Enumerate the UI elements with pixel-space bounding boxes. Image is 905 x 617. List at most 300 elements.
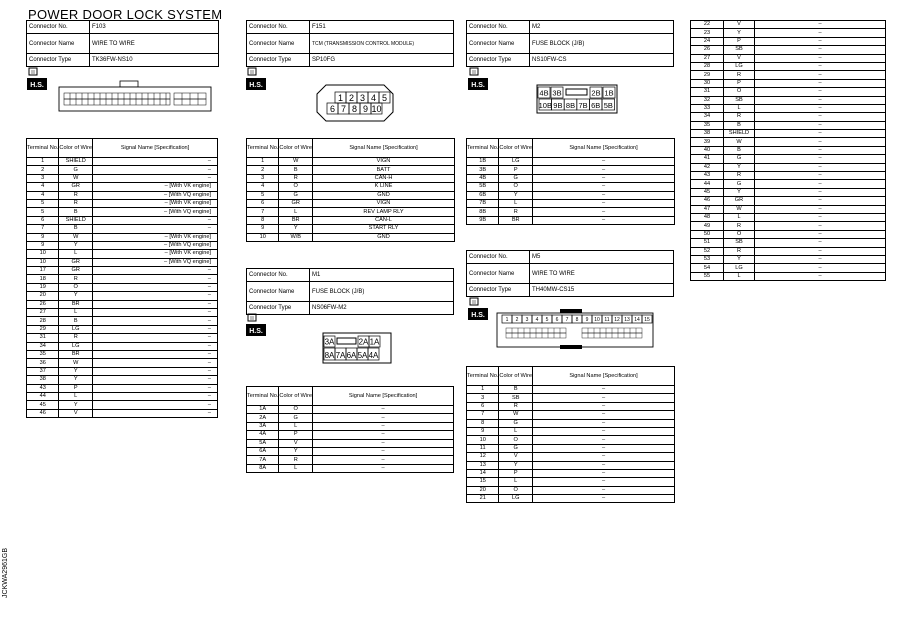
signal-cell: –: [533, 427, 675, 435]
table-row: [691, 121, 886, 129]
conn-type-value: SP10FG: [310, 54, 454, 67]
wire-color-cell: W: [59, 233, 93, 241]
table-row: [691, 130, 886, 138]
terminal-cell: 22: [691, 21, 724, 29]
terminal-cell: 50: [691, 230, 724, 238]
table-row: [27, 367, 218, 375]
signal-cell: –: [533, 216, 675, 224]
terminal-cell: 43: [691, 172, 724, 180]
pin-label: 10B: [538, 100, 552, 110]
pin-label: 1: [505, 316, 509, 323]
wire-color-cell: O: [724, 230, 755, 238]
wire-color-cell: G: [499, 444, 533, 452]
terminal-cell: 40: [691, 146, 724, 154]
table-row: [247, 431, 454, 439]
terminal-cell: 39: [691, 138, 724, 146]
wire-color-cell: R: [724, 71, 755, 79]
wire-color-cell: R: [724, 172, 755, 180]
signal-cell: CAN-L: [313, 216, 455, 224]
wire-color-cell: L: [279, 464, 313, 472]
wire-color-cell: W: [59, 174, 93, 182]
pin-label: 3: [525, 316, 529, 323]
terminal-cell: 14: [467, 469, 499, 477]
conn-no-value: F151: [310, 21, 454, 34]
table-row: [467, 411, 675, 419]
wire-color-cell: R: [279, 174, 313, 182]
wire-color-cell: V: [59, 409, 93, 417]
terminal-cell: 24: [691, 37, 724, 45]
header-signal: Signal Name [Specification]: [313, 387, 454, 406]
table-row: [247, 447, 454, 455]
terminal-cell: 10: [27, 258, 59, 266]
signal-cell: –: [533, 444, 675, 452]
wire-color-cell: W: [499, 411, 533, 419]
signal-cell: –: [755, 180, 886, 188]
table-row: [691, 172, 886, 180]
wire-color-cell: SB: [724, 46, 755, 54]
terminal-cell: 2: [247, 166, 279, 174]
signal-cell: – [With VK engine]: [93, 250, 218, 258]
wire-color-cell: G: [724, 180, 755, 188]
wire-color-cell: LG: [724, 264, 755, 272]
table-row: [691, 104, 886, 112]
pin-label: 10: [371, 103, 382, 114]
pin-label: 4: [535, 316, 539, 323]
table-row: [691, 113, 886, 121]
pin-label: 5A: [357, 350, 368, 360]
conn-name-value: FUSE BLOCK (J/B): [530, 34, 674, 54]
wire-color-cell: LG: [499, 158, 533, 166]
terminal-cell: 38: [27, 376, 59, 384]
table-row: [27, 208, 218, 216]
terminal-cell: 35: [691, 121, 724, 129]
table-row: [467, 191, 675, 199]
wire-color-cell: B: [59, 317, 93, 325]
wire-color-cell: O: [499, 183, 533, 191]
table-row: [27, 216, 218, 224]
table-row: [247, 233, 455, 241]
wire-color-cell: P: [499, 166, 533, 174]
terminal-cell: 9B: [467, 216, 499, 224]
conn-type-label: Connector Type: [467, 284, 530, 297]
signal-cell: –: [755, 113, 886, 121]
signal-cell: –: [93, 283, 218, 291]
pin-label: 5: [381, 92, 388, 103]
signal-cell: – [With VQ engine]: [93, 241, 218, 249]
signal-cell: –: [93, 275, 218, 283]
table-row: [247, 456, 454, 464]
pin-label: 9B: [553, 100, 563, 110]
pin-label: 4: [370, 92, 377, 103]
table-row: [27, 342, 218, 350]
terminal-cell: 51: [691, 239, 724, 247]
terminal-cell: 43: [27, 384, 59, 392]
harness-side-icon: [468, 66, 488, 90]
pin-label: 5B: [603, 100, 613, 110]
wire-color-cell: V: [499, 453, 533, 461]
table-row: [27, 392, 218, 400]
harness-side-icon: [246, 66, 266, 90]
wire-color-cell: Y: [59, 241, 93, 249]
signal-cell: –: [313, 439, 454, 447]
wire-color-cell: G: [724, 155, 755, 163]
table-row: [691, 71, 886, 79]
wire-color-cell: V: [724, 21, 755, 29]
signal-cell: –: [93, 409, 218, 417]
table-row: [27, 384, 218, 392]
header-terminal: Terminal No.: [467, 139, 499, 158]
figure-code: JCKWA2961GB: [2, 548, 9, 598]
table-row: [691, 79, 886, 87]
signal-cell: –: [755, 96, 886, 104]
table-row: [467, 166, 675, 174]
wire-color-cell: SB: [724, 96, 755, 104]
table-row: [247, 439, 454, 447]
signal-cell: –: [93, 334, 218, 342]
terminal-cell: 5: [27, 208, 59, 216]
signal-cell: START RLY: [313, 225, 455, 233]
table-row: [247, 208, 455, 216]
table-row: [27, 199, 218, 207]
wire-color-cell: Y: [724, 255, 755, 263]
table-row: [691, 205, 886, 213]
wire-color-cell: L: [724, 213, 755, 221]
header-color: Color of Wire: [279, 139, 313, 158]
terminal-cell: 37: [27, 367, 59, 375]
table-row: [467, 486, 675, 494]
table-row: [27, 183, 218, 191]
pin-label: 1A: [369, 337, 380, 347]
signal-cell: –: [755, 155, 886, 163]
terminal-cell: 7: [247, 208, 279, 216]
conn-name-value: FUSE BLOCK (J/B): [310, 282, 454, 302]
signal-cell: –: [93, 359, 218, 367]
terminal-cell: 49: [691, 222, 724, 230]
signal-cell: –: [533, 469, 675, 477]
wire-color-cell: O: [499, 486, 533, 494]
terminal-cell: 55: [691, 272, 724, 280]
terminal-cell: 7B: [467, 199, 499, 207]
header-signal: Signal Name [Specification]: [533, 139, 675, 158]
signal-cell: –: [93, 174, 218, 182]
wire-color-cell: W: [724, 205, 755, 213]
signal-cell: –: [533, 436, 675, 444]
conn-no-label: Connector No.: [467, 251, 530, 264]
terminal-cell: 29: [691, 71, 724, 79]
terminal-cell: 29: [27, 325, 59, 333]
table-row: [247, 216, 455, 224]
terminal-cell: 5B: [467, 183, 499, 191]
header-color: Color of Wire: [279, 387, 313, 406]
harness-side-icon: [27, 66, 47, 90]
table-row: [691, 213, 886, 221]
terminal-cell: 1B: [467, 158, 499, 166]
table-row: [467, 394, 675, 402]
table-row: [247, 174, 455, 182]
table-row: [467, 453, 675, 461]
connector-info-m2: [466, 20, 674, 67]
pin-label: 15: [644, 316, 650, 323]
pin-label: 6: [555, 316, 559, 323]
signal-cell: –: [93, 225, 218, 233]
conn-no-label: Connector No.: [467, 21, 530, 34]
table-row: [691, 264, 886, 272]
signal-cell: –: [93, 158, 218, 166]
terminal-cell: 8B: [467, 208, 499, 216]
table-row: [691, 138, 886, 146]
conn-no-value: F103: [90, 21, 219, 34]
wire-color-cell: L: [279, 208, 313, 216]
signal-cell: –: [755, 255, 886, 263]
header-color: Color of Wire: [59, 139, 93, 158]
pin-label: 2: [348, 92, 355, 103]
wire-color-cell: O: [279, 183, 313, 191]
signal-cell: –: [755, 79, 886, 87]
conn-no-value: M5: [530, 251, 674, 264]
table-row: [27, 376, 218, 384]
wire-color-cell: GR: [279, 199, 313, 207]
terminal-cell: 19: [27, 283, 59, 291]
signal-cell: – [With VK engine]: [93, 233, 218, 241]
table-row: [691, 46, 886, 54]
signal-cell: –: [755, 247, 886, 255]
signal-cell: –: [93, 292, 218, 300]
wire-color-cell: SB: [499, 394, 533, 402]
table-row: [691, 62, 886, 70]
wire-color-cell: Y: [499, 461, 533, 469]
terminal-cell: 27: [27, 309, 59, 317]
terminal-cell: 44: [691, 180, 724, 188]
terminal-cell: 47: [691, 205, 724, 213]
wire-color-cell: G: [279, 191, 313, 199]
wire-color-cell: L: [724, 104, 755, 112]
terminal-cell: 28: [27, 317, 59, 325]
wire-color-cell: R: [279, 456, 313, 464]
signal-cell: –: [533, 174, 675, 182]
signal-cell: –: [755, 121, 886, 129]
terminal-cell: 12: [467, 453, 499, 461]
conn-type-label: Connector Type: [27, 54, 90, 67]
wire-color-cell: GR: [724, 197, 755, 205]
terminal-table-f103: [26, 138, 218, 418]
wire-color-cell: L: [724, 272, 755, 280]
wire-color-cell: LG: [59, 342, 93, 350]
pin-label: 3B: [552, 88, 562, 98]
signal-cell: –: [313, 431, 454, 439]
table-row: [27, 275, 218, 283]
terminal-cell: 9: [247, 225, 279, 233]
wire-color-cell: O: [724, 88, 755, 96]
terminal-cell: 10: [467, 436, 499, 444]
wire-color-cell: P: [724, 37, 755, 45]
table-row: [691, 222, 886, 230]
wire-color-cell: B: [59, 225, 93, 233]
connector-face-m1: [322, 332, 392, 364]
terminal-cell: 44: [27, 392, 59, 400]
table-row: [27, 191, 218, 199]
connector-info-m1: [246, 268, 454, 315]
wire-color-cell: P: [279, 431, 313, 439]
signal-cell: –: [755, 71, 886, 79]
header-terminal: Terminal No.: [247, 139, 279, 158]
pin-label: 7: [565, 316, 569, 323]
table-row: [247, 422, 454, 430]
pin-label: 2: [515, 316, 519, 323]
signal-cell: –: [533, 461, 675, 469]
terminal-cell: 48: [691, 213, 724, 221]
signal-cell: –: [93, 401, 218, 409]
wire-color-cell: G: [279, 414, 313, 422]
terminal-cell: 7: [27, 225, 59, 233]
terminal-cell: 38: [691, 130, 724, 138]
table-row: [27, 250, 218, 258]
signal-cell: –: [755, 29, 886, 37]
signal-cell: –: [93, 392, 218, 400]
table-row: [247, 199, 455, 207]
terminal-cell: 9: [27, 241, 59, 249]
signal-cell: VIGN: [313, 158, 455, 166]
signal-cell: –: [755, 205, 886, 213]
table-row: [691, 96, 886, 104]
table-row: [27, 317, 218, 325]
header-signal: Signal Name [Specification]: [93, 139, 218, 158]
wire-color-cell: V: [279, 439, 313, 447]
signal-cell: –: [755, 88, 886, 96]
table-row: [27, 174, 218, 182]
connector-info-f103: [26, 20, 219, 67]
connector-face-m2: [536, 84, 618, 114]
wire-color-cell: B: [499, 386, 533, 394]
signal-cell: –: [533, 386, 675, 394]
terminal-cell: 1: [27, 158, 59, 166]
table-row: [467, 386, 675, 394]
terminal-cell: 6: [247, 199, 279, 207]
conn-name-label: Connector Name: [27, 34, 90, 54]
table-row: [691, 163, 886, 171]
table-row: [247, 414, 454, 422]
table-row: [467, 183, 675, 191]
terminal-cell: 46: [691, 197, 724, 205]
wire-color-cell: W: [59, 359, 93, 367]
pin-label: 7B: [578, 100, 588, 110]
pin-label: 4B: [539, 88, 549, 98]
wire-color-cell: B: [59, 208, 93, 216]
terminal-cell: 3A: [247, 422, 279, 430]
signal-cell: –: [755, 46, 886, 54]
wire-color-cell: L: [279, 422, 313, 430]
terminal-cell: 17: [27, 267, 59, 275]
harness-side-icon: [246, 312, 266, 336]
table-row: [247, 166, 455, 174]
terminal-cell: 9: [27, 233, 59, 241]
terminal-cell: 6B: [467, 191, 499, 199]
terminal-cell: 6: [467, 402, 499, 410]
wire-color-cell: LG: [724, 62, 755, 70]
table-row: [467, 469, 675, 477]
terminal-cell: 20: [27, 292, 59, 300]
table-row: [691, 155, 886, 163]
terminal-cell: 5: [247, 191, 279, 199]
signal-cell: –: [533, 453, 675, 461]
table-row: [27, 258, 218, 266]
wire-color-cell: L: [59, 250, 93, 258]
table-row: [27, 267, 218, 275]
wire-color-cell: W: [724, 138, 755, 146]
terminal-cell: 3: [247, 174, 279, 182]
signal-cell: – [With VQ engine]: [93, 191, 218, 199]
conn-name-label: Connector Name: [247, 34, 310, 54]
terminal-cell: 26: [27, 300, 59, 308]
wire-color-cell: B: [279, 166, 313, 174]
table-row: [27, 325, 218, 333]
wire-color-cell: G: [499, 419, 533, 427]
wire-color-cell: Y: [279, 447, 313, 455]
signal-cell: –: [755, 197, 886, 205]
wire-color-cell: R: [59, 191, 93, 199]
terminal-cell: 34: [27, 342, 59, 350]
pin-label: 12: [614, 316, 620, 323]
table-row: [691, 180, 886, 188]
terminal-cell: 35: [27, 350, 59, 358]
signal-cell: –: [93, 300, 218, 308]
table-row: [247, 464, 454, 472]
wire-color-cell: GR: [59, 183, 93, 191]
wire-color-cell: Y: [59, 292, 93, 300]
table-row: [691, 247, 886, 255]
pin-label: 14: [634, 316, 640, 323]
signal-cell: VIGN: [313, 199, 455, 207]
conn-name-value: WIRE TO WIRE: [530, 264, 674, 284]
signal-cell: –: [533, 411, 675, 419]
terminal-cell: 23: [691, 29, 724, 37]
table-row: [691, 188, 886, 196]
pin-label: 8B: [565, 100, 576, 110]
terminal-cell: 2: [27, 166, 59, 174]
signal-cell: –: [533, 402, 675, 410]
table-row: [467, 436, 675, 444]
wire-color-cell: LG: [59, 325, 93, 333]
wire-color-cell: P: [724, 79, 755, 87]
conn-type-label: Connector Type: [247, 302, 310, 315]
pin-label: 2A: [358, 337, 369, 347]
signal-cell: –: [93, 367, 218, 375]
svg-text:H.S.: H.S.: [249, 82, 263, 89]
wire-color-cell: Y: [59, 376, 93, 384]
table-row: [691, 197, 886, 205]
signal-cell: –: [755, 188, 886, 196]
table-row: [691, 230, 886, 238]
signal-cell: –: [755, 130, 886, 138]
wire-color-cell: BR: [499, 216, 533, 224]
table-row: [467, 427, 675, 435]
pin-label: 8A: [324, 350, 335, 360]
wire-color-cell: Y: [724, 188, 755, 196]
terminal-cell: 33: [691, 104, 724, 112]
connector-face-f151: [316, 84, 394, 122]
pin-label: 8: [351, 103, 358, 114]
pin-label: 8: [575, 316, 579, 323]
terminal-cell: 20: [467, 486, 499, 494]
wire-color-cell: R: [724, 222, 755, 230]
conn-name-label: Connector Name: [247, 282, 310, 302]
terminal-cell: 45: [691, 188, 724, 196]
terminal-cell: 10: [247, 233, 279, 241]
terminal-cell: 4B: [467, 174, 499, 182]
signal-cell: GND: [313, 191, 455, 199]
wire-color-cell: R: [59, 199, 93, 207]
header-color: Color of Wire: [499, 367, 533, 386]
terminal-cell: 1A: [247, 406, 279, 414]
